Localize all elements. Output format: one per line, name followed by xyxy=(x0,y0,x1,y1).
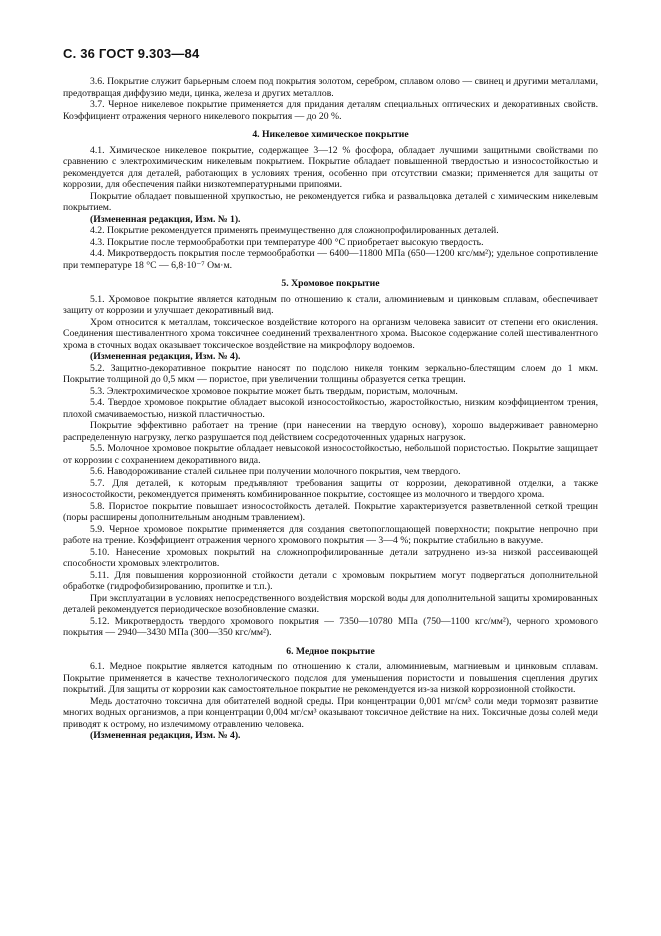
paragraph-4-2: 4.2. Покрытие рекомендуется применять преимущественно для сложнопрофилированных деталей. xyxy=(90,225,499,236)
paragraph-5-8: 5.8. Пористое покрытие повышает износостойкость деталей. Покрытие характеризуется разветвленной сеткой трещин (поры расширены дополнительным анодным травлением). xyxy=(63,500,598,523)
paragraph-5-11: 5.11. Для повышения коррозионной стойкости детали с хромовым покрытием могут подвергаться дополнительной обработке (гидрофобизированию, пропитке и т.п.). xyxy=(63,569,598,592)
paragraph-5-10: 5.10. Нанесение хромовых покрытий на сложнопрофилированные детали затруднено из-за низкой рассеивающей способности хромовых электролитов. xyxy=(63,546,598,569)
document-body xyxy=(63,76,598,742)
paragraph-6-1-toxicity: Медь достаточно токсична для обитателей водной среды. При концентрации 0,001 мг/см³ соли меди тормозят развитие многих водных организмов, а при концентрации 0,004 мг/см³ оказывают токсичное действие на них. Токсичные дозы солей меди приводят к острому, но излечимому отравлению человека. xyxy=(63,695,598,730)
paragraph-5-1-toxicity: Хром относится к металлам, токсическое воздействие которого на организм человека зависит от степени его окисления. Соединения шестивалентного хрома токсичнее соединений трехвалентного хрома. Высокое содержание солей шестивалентного хрома в сточных водах оказывает токсическое воздействие на микрофлору водоемов. xyxy=(63,316,598,351)
page-header: С. 36 ГОСТ 9.303—84 xyxy=(63,46,200,61)
paragraph-5-12: 5.12. Микротвердость твердого хромового покрытия — 7350—10780 МПа (750—1100 кгс/мм²), черного хромового покрытия — 2940—3430 МПа (300—350 кгс/мм²). xyxy=(63,615,598,638)
amendment-note: (Измененная редакция, Изм. № 4). xyxy=(90,730,241,741)
paragraph-5-5: 5.5. Молочное хромовое покрытие обладает невысокой износостойкостью, небольшой пористостью. Покрытие защищает от коррозии с сохранением декоративного вида. xyxy=(63,443,598,466)
paragraph-5-9: 5.9. Черное хромовое покрытие применяется для создания светопоглощающей поверхности; покрытие непрочно при работе на трение. Коэффициент отражения черного хромового покрытия — 3—4 %; покрытие стабильно в вакууме. xyxy=(63,523,598,546)
section-heading-4: 4. Никелевое химическое покрытие xyxy=(252,129,409,140)
paragraph-5-1: 5.1. Хромовое покрытие является катодным по отношению к стали, алюминиевым и цинковым сплавам, обеспечивает защиту от коррозии и улучшает декоративный вид. xyxy=(63,293,598,316)
amendment-note: (Измененная редакция, Изм. № 4). xyxy=(90,351,241,362)
paragraph-3-7: 3.7. Черное никелевое покрытие применяется для придания деталям специальных оптических и декоративных свойств. Коэффициент отражения черного никелевого покрытия — до 20 %. xyxy=(63,99,598,122)
paragraph-4-3: 4.3. Покрытие после термообработки при температуре 400 °С приобретает высокую твердость. xyxy=(90,236,484,248)
paragraph-4-1-note: Покрытие обладает повышенной хрупкостью, не рекомендуется гибка и развальцовка деталей с химическим никелевым покрытием. xyxy=(63,190,598,213)
amendment-note: (Измененная редакция, Изм. № 1). xyxy=(90,213,241,225)
paragraph-3-6: 3.6. Покрытие служит барьерным слоем под покрытия золотом, серебром, сплавом олово — свинец и другими металлами, предотвращая диффузию меди, цинка, железа и других металлов. xyxy=(63,76,598,99)
paragraph-5-4-note: Покрытие эффективно работает на трение (при нанесении на твердую основу), хорошо выдерживает равномерно распределенную нагрузку, легко разрушается под действием сосредоточенных ударных нагрузок. xyxy=(63,420,598,443)
section-heading-6: 6. Медное покрытие xyxy=(286,645,375,657)
section-heading-5: 5. Хромовое покрытие xyxy=(281,278,380,289)
paragraph-5-6: 5.6. Наводороживание сталей сильнее при получении молочного покрытия, чем твердого. xyxy=(90,466,461,477)
paragraph-4-4: 4.4. Микротвердость покрытия после термообработки — 6400—11800 МПа (650—1200 кгс/мм²); удельное сопротивление при температуре 18 °С — 6,8·10⁻⁷ Ом·м. xyxy=(63,248,598,271)
paragraph-5-4: 5.4. Твердое хромовое покрытие обладает высокой износостойкостью, жаростойкостью, низким коэффициентом трения, плохой смачиваемостью, низкой пластичностью. xyxy=(63,397,598,420)
paragraph-5-11-note: При эксплуатации в условиях непосредственного воздействия морской воды для дополнительной защиты хромированных деталей рекомендуется периодическое возобновление смазки. xyxy=(63,592,598,615)
paragraph-5-2: 5.2. Защитно-декоративное покрытие наносят по подслою никеля тонким зеркально-блестящим слоем до 1 мкм. Покрытие толщиной до 0,5 мкм — пористое, при увеличении толщины образуется сетка трещин. xyxy=(63,362,598,385)
paragraph-6-1: 6.1. Медное покрытие является катодным по отношению к стали, алюминиевым, магниевым и цинковым сплавам. Покрытие применяется в качестве технологического подслоя для уменьшения пористости и повышения сцепления других покрытий. Для защиты от коррозии как самостоятельное покрытие не рекомендуется из-за низкой коррозионной стойкости. xyxy=(63,661,598,695)
paragraph-4-1: 4.1. Химическое никелевое покрытие, содержащее 3—12 % фосфора, обладает лучшими защитными свойствами по сравнению с электрохимическим никелевым покрытием. Покрытие обладает повышенной твердостью и износостойкостью и рекомендуется для деталей, работающих в условиях трения, особенно при отсутствии смазки; применяется для защиты от коррозии, для обеспечения пайки низкотемпературными припоями. xyxy=(63,144,598,190)
paragraph-5-7: 5.7. Для деталей, к которым предъявляют требования защиты от коррозии, декоративной отделки, а также износостойкости, рекомендуется применять комбинированное покрытие, состоящее из молочного и твердого хрома. xyxy=(63,477,598,500)
paragraph-5-3: 5.3. Электрохимическое хромовое покрытие может быть твердым, пористым, молочным. xyxy=(90,385,458,397)
